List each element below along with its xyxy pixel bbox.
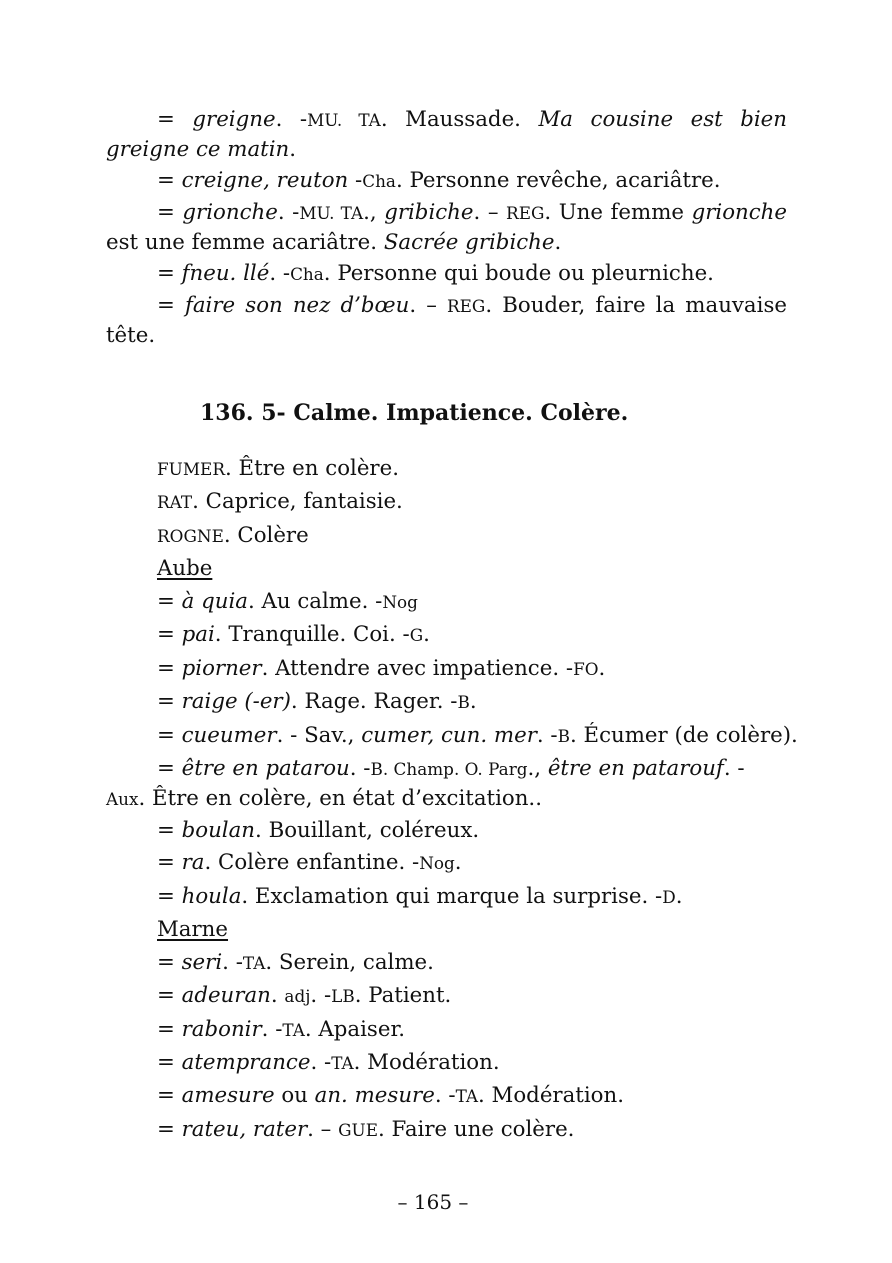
term: gribiche [384,200,474,225]
term: être en patarouf [547,755,724,781]
section-heading: 136. 5- Calme. Impatience. Colère. [200,400,629,426]
entry-fneulle: = fneu. llé. -Cha. Personne qui boude ou pleurniche. [157,261,714,286]
term: houla [181,883,242,909]
entries-top [106,105,787,352]
page-number: – 165 – [397,1190,469,1214]
term: seri [181,949,223,975]
entry-pai: = pai. Tranquille. Coi. -G. [157,622,430,648]
example: Ma cousine est bien greigne ce matin [106,107,787,162]
entry-piorner: = piorner. Attendre avec impatience. -FO. [157,655,606,681]
entries-section [106,454,798,1148]
abbr: TA [282,1019,305,1040]
headword: RAT [157,492,193,513]
abbr: B [557,725,570,746]
term: adeuran [181,983,271,1009]
entry-greigne: = greigne. -MU. TA. Maussade. Ma cousine est bien greigne ce matin. [106,107,787,162]
abbr: LB [331,986,355,1007]
entry-atemprance: = atemprance. -TA. Modération. [157,1050,500,1075]
subheading-marne: Marne [157,917,229,943]
headword: ROGNE [157,525,224,546]
abbr: Aux [106,788,139,809]
abbr: REG [506,203,545,223]
term: rateu, rater [181,1116,308,1142]
term: rabonir [181,1016,262,1042]
abbr: MU. TA [299,203,364,223]
term: amesure [181,1083,275,1109]
entry-boulan: = boulan. Bouillant, coléreux. [157,817,480,843]
term: fneu. llé [181,261,270,286]
abbr: MU. TA [307,110,381,130]
abbr: B [457,692,470,713]
entry-rat: RAT. Caprice, fantaisie. [157,489,403,515]
abbr: Cha [362,171,396,191]
entry-raige: = raige (-er). Rage. Rager. -B. [157,689,477,715]
term: cumer, cun. mer [361,722,537,748]
abbr: TA [331,1053,354,1073]
entry-etre-en-patarou: = être en patarou. -B. Champ. O. Parg., être en patarouf. - Aux. Être en colère, en état d’excitation.. [106,755,745,811]
abbr: TA [455,1086,479,1107]
abbr: adj [284,986,311,1007]
abbr: TA [242,952,266,973]
abbr: D [662,886,676,907]
entry-houla: = houla. Exclamation qui marque la surprise. -D. [157,883,683,909]
term: an. mesure [314,1083,435,1109]
subheading-aube: Aube [157,556,213,582]
entry-rateu: = rateu, rater. – GUE. Faire une colère. [157,1116,575,1142]
entry-seri: = seri. -TA. Serein, calme. [157,949,434,975]
entry-grionche: = grionche. -MU. TA., gribiche. – REG. Une femme grionche est une femme acariâtre. Sacrée gribiche. [106,200,787,255]
term: grionche [691,200,787,225]
entry-cueumer: = cueumer. - Sav., cumer, cun. mer. -B. Écumer (de colère). [157,722,798,748]
term: greigne [192,107,276,132]
abbr: FO [573,658,599,679]
term: à quia [181,588,248,614]
abbr: G [409,625,424,646]
example: Sacrée gribiche [383,230,555,255]
abbr: GUE [338,1119,378,1140]
entry-fumer: FUMER. Être en colère. [157,456,399,481]
term: creigne, reuton [181,168,349,193]
term: être en patarou [181,755,350,781]
term: boulan [181,817,256,843]
headword: FUMER [157,459,225,479]
term: pai [181,622,215,648]
term: grionche [182,200,278,225]
entry-rabonir: = rabonir. -TA. Apaiser. [157,1016,406,1042]
abbr: B. Champ. O. Parg [370,758,528,779]
term: raige (-er) [181,689,291,715]
entry-a-quia: = à quia. Au calme. -Nog [157,588,418,614]
abbr: Nog [419,853,455,874]
entry-ra: = ra. Colère enfantine. -Nog. [157,850,462,876]
abbr: Nog [382,591,418,612]
term: ra [181,850,205,876]
entry-adeuran: = adeuran. adj. -LB. Patient. [157,983,452,1009]
term: cueumer [181,722,277,748]
abbr: Cha [290,264,324,284]
entry-faire-son-nez: = faire son nez d’bœu. – REG. Bouder, faire la mauvaise tête. [106,293,787,348]
term: piorner [181,655,262,681]
term: faire son nez d’bœu [184,293,410,318]
abbr: REG [446,296,486,316]
entry-rogne: ROGNE. Colère [157,522,309,548]
entry-creigne: = creigne, reuton -Cha. Personne revêche, acariâtre. [157,168,721,193]
term: atemprance [181,1050,311,1075]
entry-amesure: = amesure ou an. mesure. -TA. Modération. [157,1083,624,1109]
